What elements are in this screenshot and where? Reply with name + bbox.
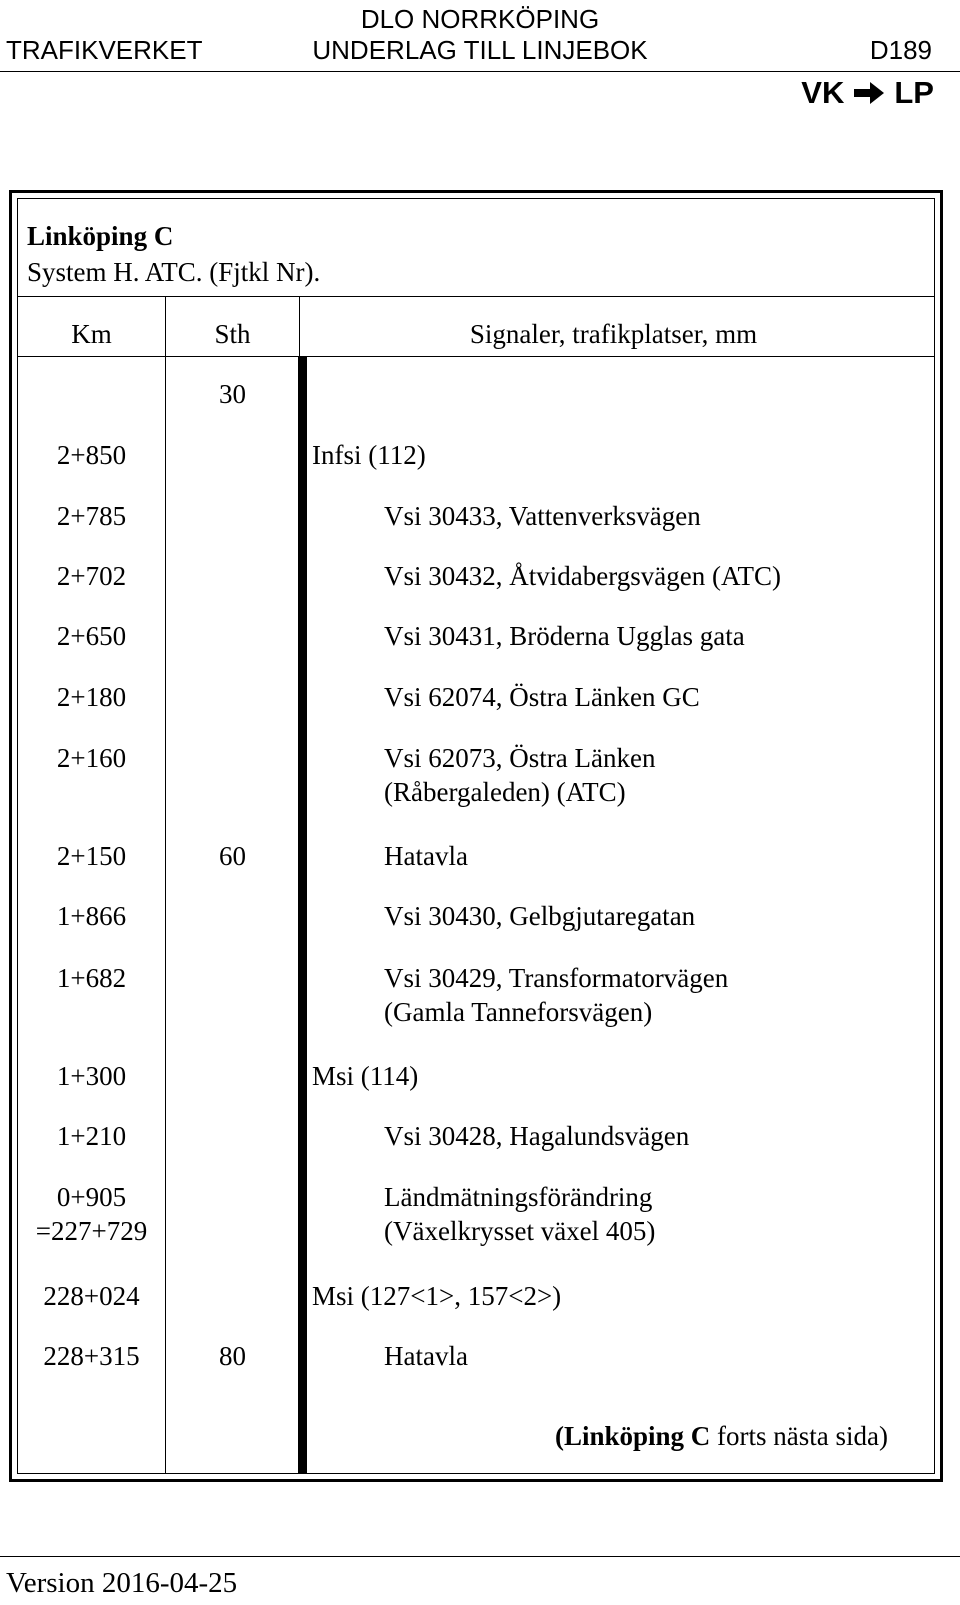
signal-main-entry: Msi (114) [312,1061,419,1091]
signal-entry [384,1180,655,1248]
speed-value: 80 [219,1341,246,1371]
signal-entry-text: Vsi 30432, Åtvidabergsvägen (ATC) [384,561,781,591]
column-header-signals: Signaler, trafikplatser, mm [469,319,758,349]
signal-entry [384,961,728,1029]
km-value [18,1339,165,1373]
direction-from: VK [801,75,845,110]
km-value [18,438,165,472]
sth-column-separator-right [306,356,307,1473]
km-value [18,1119,165,1153]
km-value [18,1279,165,1313]
signal-entry-text: Vsi 62073, Östra Länken [384,743,656,773]
document-subtitle: UNDERLAG TILL LINJEBOK [312,35,648,65]
signal-main-entry: Msi (127<1>, 157<2>) [312,1281,562,1311]
km-value-text: 1+300 [56,1061,127,1091]
station-name: Linköping C [27,221,174,251]
km-value [18,1180,165,1248]
km-value-text: 228+024 [43,1281,140,1311]
continued-note [555,1419,888,1453]
km-value [18,839,165,873]
signal-entry-text: Hatavla [384,841,468,871]
km-value-text: 2+160 [56,743,127,773]
signal-entry-text: Vsi 62074, Östra Länken GC [384,682,700,712]
version-label: Version 2016-04-25 [6,1567,238,1599]
signal-main-entry: Infsi (112) [312,440,426,470]
signal-entry [384,1339,468,1373]
direction-indicator [801,74,934,112]
km-value-text: 2+850 [56,440,127,470]
km-value-text: 1+682 [56,963,127,993]
signal-entry [384,899,695,933]
km-value [18,680,165,714]
km-value-text: 1+866 [56,901,127,931]
column-header-sth: Sth [214,319,251,349]
km-value-text: 0+905 [56,1182,127,1212]
km-value-text: 1+210 [56,1121,127,1151]
km-value [18,961,165,995]
system-info: System H. ATC. (Fjtkl Nr). [27,257,321,287]
section-divider [18,296,934,297]
signal-entry-text-continued: (Växelkrysset växel 405) [384,1216,656,1246]
signal-entry-text: Vsi 30431, Bröderna Ugglas gata [384,621,745,651]
km-value-text: 2+785 [56,501,127,531]
signal-entry-text: Hatavla [384,1341,468,1371]
signal-entry-text: Ländmätningsförändring [384,1182,653,1212]
signal-entry-text: Vsi 30433, Vattenverksvägen [384,501,701,531]
km-value-text: 2+180 [56,682,127,712]
km-value [18,499,165,533]
direction-to: LP [894,75,934,110]
km-value-secondary: =227+729 [35,1216,148,1246]
table-inner [17,198,935,1474]
km-value [18,559,165,593]
signal-entry-text: Vsi 30429, Transformatorvägen [384,963,729,993]
column-header-km: Km [71,319,112,349]
km-column-separator [165,296,166,1473]
signal-entry [384,680,700,714]
right-arrow-icon [852,80,886,106]
signal-entry [384,619,745,653]
continued-note-text: forts nästa sida) [710,1421,888,1451]
km-value-text: 228+315 [43,1341,140,1371]
signal-entry-text-continued: (Råbergaleden) (ATC) [384,777,626,807]
document-code: D189 [869,35,932,65]
km-value-text: 2+702 [56,561,127,591]
signal-entry [384,1119,689,1153]
km-value-text: 2+150 [56,841,127,871]
speed-value: 60 [219,841,246,871]
signal-entry-text: Vsi 30430, Gelbgjutaregatan [384,901,696,931]
signal-entry-text-continued: (Gamla Tanneforsvägen) [384,997,653,1027]
km-value [18,1059,165,1093]
signal-entry [384,741,655,809]
km-value [18,619,165,653]
line-book-table [9,190,943,1482]
km-value-text: 2+650 [56,621,127,651]
signal-entry-text: Vsi 30428, Hagalundsvägen [384,1121,690,1151]
header-divider [0,71,960,72]
organization-label: TRAFIKVERKET [6,35,203,65]
signal-entry [384,499,701,533]
km-value [18,899,165,933]
track-line [298,356,306,1473]
sth-column-separator [299,296,300,356]
initial-speed-value: 30 [219,379,246,409]
document-title: DLO NORRKÖPING [360,4,600,34]
signal-entry [384,839,468,873]
footer-divider [0,1556,960,1557]
continued-note-station: (Linköping C [554,1421,711,1451]
km-value [18,741,165,775]
header-row-divider [18,356,934,357]
signal-entry [384,559,781,593]
